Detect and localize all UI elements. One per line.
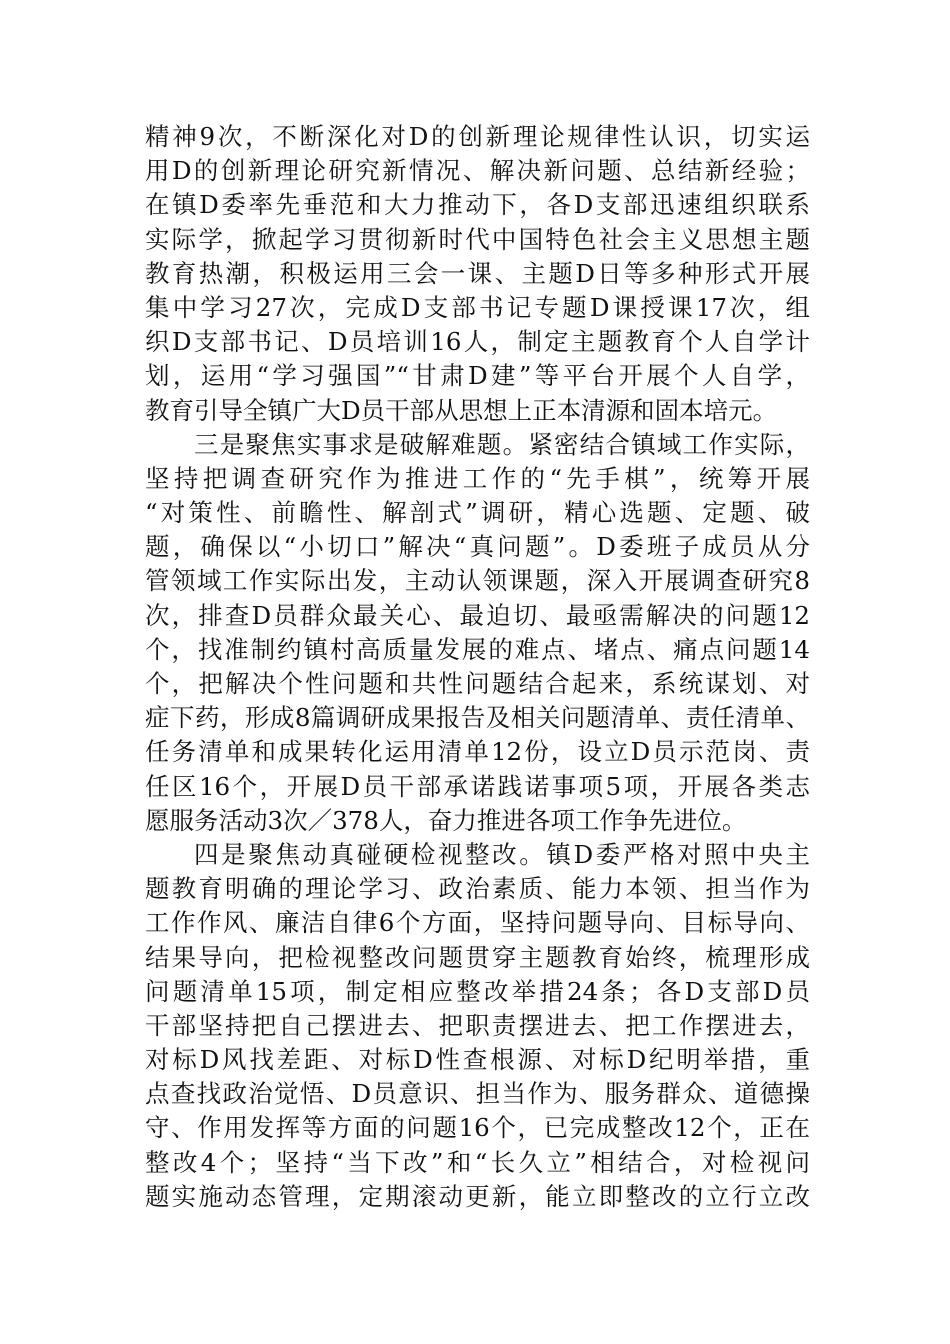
text-line: 问题清单15项，制定相应整改举措24条；各D支部D员 bbox=[145, 976, 810, 1006]
text-line: 对标D风找差距、对标D性查根源、对标D纪明举措，重 bbox=[145, 1045, 810, 1075]
text-line: 任务清单和成果转化运用清单12份，设立D员示范岗、责 bbox=[145, 737, 810, 767]
paragraph-start-line: 四是聚焦动真碰硬检视整改。镇D委严格对照中央主 bbox=[194, 839, 810, 869]
text-line: 工作作风、廉洁自律6个方面，坚持问题导向、目标导向、 bbox=[145, 908, 810, 938]
text-line: 结果导向，把检视整改问题贯穿主题教育始终，梳理形成 bbox=[145, 942, 810, 972]
text-line: 坚持把调查研究作为推进工作的“先手棋”，统筹开展 bbox=[145, 463, 810, 493]
text-line: “对策性、前瞻性、解剖式”调研，精心选题、定题、破 bbox=[145, 498, 810, 528]
text-line: 个，找准制约镇村高质量发展的难点、堵点、痛点问题14 bbox=[145, 634, 810, 664]
text-line: 次，排查D员群众最关心、最迫切、最亟需解决的问题12 bbox=[145, 600, 810, 630]
text-line: 愿服务活动3次／378人，奋力推进各项工作争先进位。 bbox=[145, 805, 747, 835]
text-line: 干部坚持把自己摆进去、把职责摆进去、把工作摆进去， bbox=[145, 1010, 810, 1040]
text-line: 教育热潮，积极运用三会一课、主题D日等多种形式开展 bbox=[145, 258, 810, 288]
text-line: 点查找政治觉悟、D员意识、担当作为、服务群众、道德操 bbox=[145, 1079, 810, 1109]
text-line: 织D支部书记、D员培训16人，制定主题教育个人自学计 bbox=[145, 327, 810, 357]
body-text bbox=[145, 120, 810, 1214]
text-line: 守、作用发挥等方面的问题16个，已完成整改12个，正在 bbox=[145, 1113, 810, 1143]
text-line: 精神9次，不断深化对D的创新理论规律性认识，切实运 bbox=[145, 122, 810, 151]
text-line: 题，确保以“小切口”解决“真问题”。D委班子成员从分 bbox=[145, 532, 810, 562]
paragraph-start-line: 三是聚焦实事求是破解难题。紧密结合镇域工作实际， bbox=[194, 429, 810, 459]
text-line: 集中学习27次，完成D支部书记专题D课授课17次，组 bbox=[145, 292, 810, 322]
text-line: 症下药，形成8篇调研成果报告及相关问题清单、责任清单、 bbox=[145, 703, 810, 733]
text-line: 题实施动态管理，定期滚动更新，能立即整改的立行立改 bbox=[145, 1181, 810, 1211]
text-line: 个，把解决个性问题和共性问题结合起来，系统谋划、对 bbox=[145, 669, 810, 698]
text-line: 教育引导全镇广大D员干部从思想上正本清源和固本培元。 bbox=[145, 395, 778, 425]
text-line: 任区16个，开展D员干部承诺践诺事项5项，开展各类志 bbox=[145, 771, 810, 801]
text-line: 在镇D委率先垂范和大力推动下，各D支部迅速组织联系 bbox=[145, 190, 810, 220]
text-line: 整改4个；坚持“当下改”和“长久立”相结合，对检视问 bbox=[145, 1147, 810, 1177]
text-line: 用D的创新理论研究新情况、解决新问题、总结新经验； bbox=[145, 156, 810, 186]
text-line: 管领域工作实际出发，主动认领课题，深入开展调查研究8 bbox=[145, 566, 810, 596]
text-line: 划，运用“学习强国”“甘肃D建”等平台开展个人自学， bbox=[145, 361, 810, 391]
text-line: 实际学，掀起学习贯彻新时代中国特色社会主义思想主题 bbox=[145, 224, 810, 254]
text-line: 题教育明确的理论学习、政治素质、能力本领、担当作为 bbox=[145, 874, 810, 904]
